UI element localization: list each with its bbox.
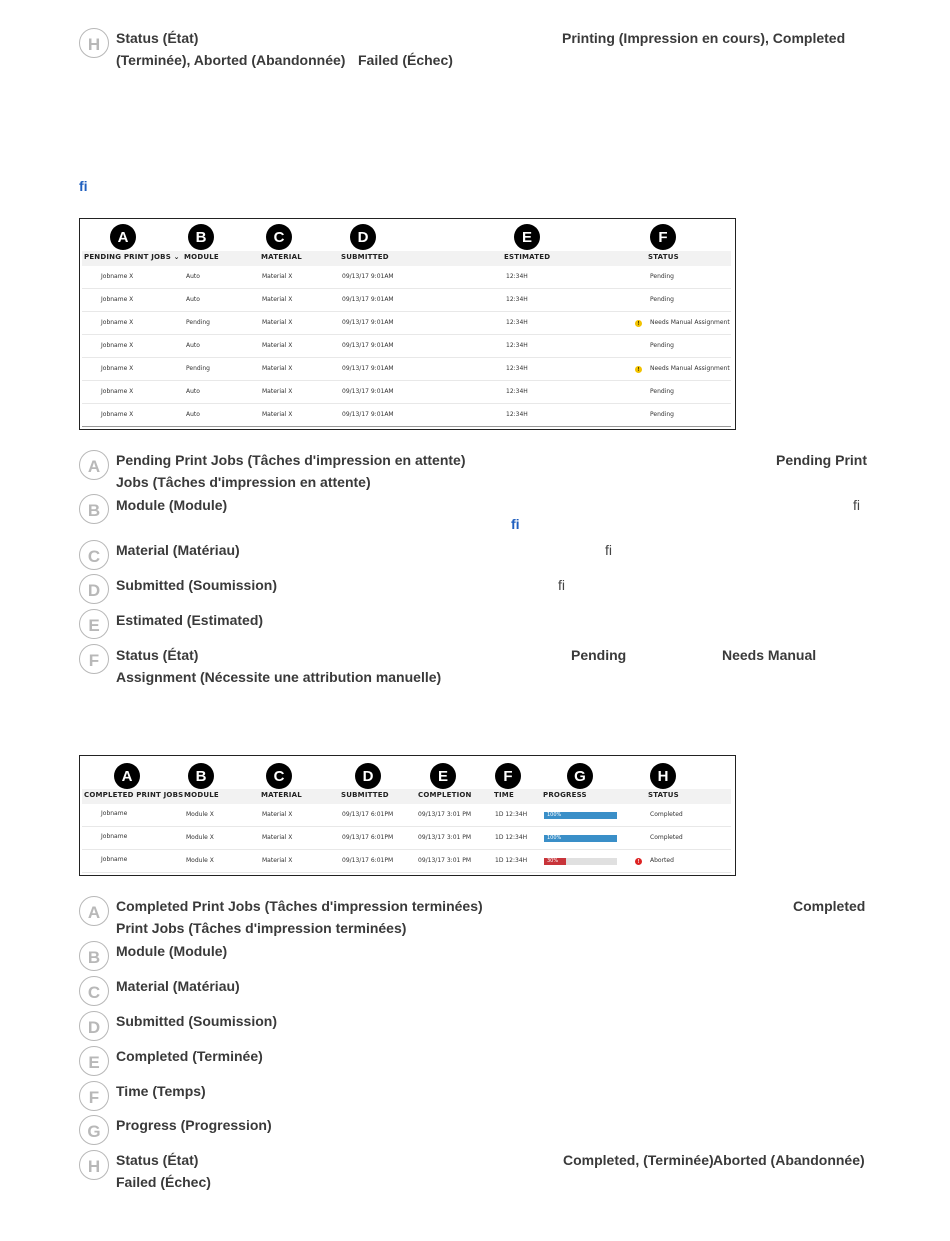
table-row	[82, 289, 731, 312]
legend-letter-circle: D	[79, 574, 109, 604]
job-name-cell: Jobname X	[101, 296, 134, 303]
legend-letter-circle: B	[79, 941, 109, 971]
submitted-cell: 09/13/17 9:01AM	[342, 365, 394, 372]
table-row	[82, 850, 731, 873]
legend-letter-circle: A	[79, 450, 109, 480]
callout-badge: C	[266, 763, 292, 789]
progress-bar	[544, 858, 617, 865]
legend-f-needs: Needs Manual	[722, 647, 817, 663]
warning-icon: !	[635, 320, 642, 327]
status-values-cont: (Terminée), Aborted (Abandonnée)	[116, 52, 346, 68]
column-header: PENDING PRINT JOBS ⌄	[84, 253, 180, 261]
material-cell: Material X	[262, 811, 293, 818]
legend-a-label: Pending Print Jobs (Tâches d'impression en attente)	[116, 452, 466, 468]
module-cell: Module X	[186, 834, 214, 841]
legend-letter-circle: E	[79, 1046, 109, 1076]
status-cell: Completed	[650, 834, 683, 841]
status-cell: Completed	[650, 811, 683, 818]
submitted-cell: 09/13/17 6:01PM	[342, 857, 394, 864]
module-cell: Auto	[186, 296, 200, 303]
estimated-cell: 12:34H	[506, 296, 528, 303]
legend-c-label: Material (Matériau)	[116, 978, 240, 994]
column-header: STATUS	[648, 253, 679, 261]
fi-mark: ﬁ	[79, 178, 88, 194]
legend-c-label: Material (Matériau)	[116, 542, 240, 558]
submitted-cell: 09/13/17 6:01PM	[342, 811, 394, 818]
fi-mark: ﬁ	[853, 497, 860, 513]
legend-a-line2: Jobs (Tâches d'impression en attente)	[116, 474, 371, 490]
submitted-cell: 09/13/17 9:01AM	[342, 273, 394, 280]
fi-mark: ﬁ	[511, 516, 520, 532]
material-cell: Material X	[262, 411, 293, 418]
legend-letter-circle: F	[79, 1081, 109, 1111]
table-row	[82, 358, 731, 381]
submitted-cell: 09/13/17 9:01AM	[342, 296, 394, 303]
legend-letter-circle: C	[79, 540, 109, 570]
legend-d-label: Submitted (Soumission)	[116, 577, 277, 593]
column-header: STATUS	[648, 791, 679, 799]
completion-cell: 09/13/17 3:01 PM	[418, 834, 472, 841]
legend-letter-circle: H	[79, 1150, 109, 1180]
column-header: ESTIMATED	[504, 253, 551, 261]
legend-f-pending: Pending	[571, 647, 627, 663]
legend-f-label: Time (Temps)	[116, 1083, 206, 1099]
progress-bar	[544, 835, 617, 842]
fi-mark: ﬁ	[605, 542, 612, 558]
callout-badge: F	[650, 224, 676, 250]
material-cell: Material X	[262, 365, 293, 372]
callout-badge: E	[430, 763, 456, 789]
progress-fill: 30%	[544, 858, 566, 865]
module-cell: Pending	[186, 319, 210, 326]
legend-letter-circle: A	[79, 896, 109, 926]
callout-badge: B	[188, 763, 214, 789]
module-cell: Auto	[186, 388, 200, 395]
job-name-cell: Jobname X	[101, 319, 134, 326]
job-name-cell: Jobname	[101, 856, 128, 863]
status-cell: Aborted	[650, 857, 674, 864]
material-cell: Material X	[262, 296, 293, 303]
job-name-cell: Jobname	[101, 810, 128, 817]
job-name-cell: Jobname X	[101, 273, 134, 280]
legend-g-label: Progress (Progression)	[116, 1117, 272, 1133]
status-failed: Failed (Échec)	[358, 52, 453, 68]
legend-h-label: Status (État)	[116, 1152, 199, 1168]
table-bottom-border	[82, 426, 731, 427]
job-name-cell: Jobname X	[101, 365, 134, 372]
status-cell: Pending	[650, 296, 674, 303]
legend-a-right: Completed	[793, 898, 866, 914]
time-cell: 1D 12:34H	[495, 857, 528, 864]
job-name-cell: Jobname X	[101, 342, 134, 349]
column-header: TIME	[494, 791, 514, 799]
material-cell: Material X	[262, 388, 293, 395]
callout-badge: D	[350, 224, 376, 250]
legend-h-line2: Failed (Échec)	[116, 1174, 211, 1190]
progress-fill: 100%	[544, 812, 617, 819]
estimated-cell: 12:34H	[506, 411, 528, 418]
submitted-cell: 09/13/17 9:01AM	[342, 319, 394, 326]
column-header: COMPLETION	[418, 791, 472, 799]
callout-badge: F	[495, 763, 521, 789]
legend-letter-circle: F	[79, 644, 109, 674]
status-cell: Pending	[650, 342, 674, 349]
job-name-cell: Jobname	[101, 833, 128, 840]
legend-f-label: Status (État)	[116, 647, 199, 663]
estimated-cell: 12:34H	[506, 273, 528, 280]
legend-d-label: Submitted (Soumission)	[116, 1013, 277, 1029]
status-cell: Pending	[650, 273, 674, 280]
legend-letter-circle: D	[79, 1011, 109, 1041]
completed-jobs-screenshot	[79, 755, 736, 876]
status-values: Printing (Impression en cours), Completed	[562, 30, 846, 46]
legend-h-values2: Aborted (Abandonnée)	[713, 1152, 865, 1168]
table-row	[82, 404, 731, 427]
column-header: MATERIAL	[261, 253, 302, 261]
column-header: COMPLETED PRINT JOBS ⌄	[84, 791, 193, 799]
module-cell: Module X	[186, 811, 214, 818]
legend-h-values1: Completed, (Terminée)	[563, 1152, 714, 1168]
status-cell: Needs Manual Assignment	[650, 319, 730, 326]
table-row	[82, 381, 731, 404]
column-header: PROGRESS	[543, 791, 587, 799]
material-cell: Material X	[262, 342, 293, 349]
legend-a-right: Pending Print	[776, 452, 867, 468]
submitted-cell: 09/13/17 9:01AM	[342, 411, 394, 418]
status-cell: Needs Manual Assignment	[650, 365, 730, 372]
column-header: SUBMITTED	[341, 791, 389, 799]
legend-letter-circle: G	[79, 1115, 109, 1145]
callout-badge: A	[110, 224, 136, 250]
legend-letter-circle: C	[79, 976, 109, 1006]
column-header: MODULE	[184, 791, 219, 799]
legend-e-label: Completed (Terminée)	[116, 1048, 263, 1064]
table-row	[82, 335, 731, 358]
pending-jobs-screenshot	[79, 218, 736, 430]
estimated-cell: 12:34H	[506, 388, 528, 395]
status-cell: Pending	[650, 388, 674, 395]
legend-letter-circle: E	[79, 609, 109, 639]
legend-b-label: Module (Module)	[116, 497, 228, 513]
callout-badge: B	[188, 224, 214, 250]
completion-cell: 09/13/17 3:01 PM	[418, 857, 472, 864]
time-cell: 1D 12:34H	[495, 811, 528, 818]
submitted-cell: 09/13/17 6:01PM	[342, 834, 394, 841]
callout-badge: H	[650, 763, 676, 789]
module-cell: Auto	[186, 273, 200, 280]
status-label: Status (État)	[116, 30, 199, 46]
column-header: MATERIAL	[261, 791, 302, 799]
fi-mark: ﬁ	[558, 577, 565, 593]
callout-badge: A	[114, 763, 140, 789]
submitted-cell: 09/13/17 9:01AM	[342, 388, 394, 395]
column-header: MODULE	[184, 253, 219, 261]
estimated-cell: 12:34H	[506, 319, 528, 326]
legend-letter-circle: B	[79, 494, 109, 524]
legend-f-line2: Assignment (Nécessite une attribution manuelle)	[116, 669, 442, 685]
time-cell: 1D 12:34H	[495, 834, 528, 841]
callout-badge: G	[567, 763, 593, 789]
module-cell: Module X	[186, 857, 214, 864]
warning-icon: !	[635, 366, 642, 373]
submitted-cell: 09/13/17 9:01AM	[342, 342, 394, 349]
table-row	[82, 266, 731, 289]
column-header: SUBMITTED	[341, 253, 389, 261]
legend-b-label: Module (Module)	[116, 943, 228, 959]
material-cell: Material X	[262, 273, 293, 280]
callout-badge: D	[355, 763, 381, 789]
estimated-cell: 12:34H	[506, 365, 528, 372]
table-row	[82, 827, 731, 850]
table-row	[82, 312, 731, 335]
material-cell: Material X	[262, 834, 293, 841]
legend-letter-circle: H	[79, 28, 109, 58]
job-name-cell: Jobname X	[101, 388, 134, 395]
status-cell: Pending	[650, 411, 674, 418]
estimated-cell: 12:34H	[506, 342, 528, 349]
progress-bar	[544, 812, 617, 819]
job-name-cell: Jobname X	[101, 411, 134, 418]
module-cell: Pending	[186, 365, 210, 372]
legend-a-line2: Print Jobs (Tâches d'impression terminées)	[116, 920, 407, 936]
completion-cell: 09/13/17 3:01 PM	[418, 811, 472, 818]
legend-a-label: Completed Print Jobs (Tâches d'impression terminées)	[116, 898, 483, 914]
module-cell: Auto	[186, 342, 200, 349]
callout-badge: E	[514, 224, 540, 250]
error-icon: !	[635, 858, 642, 865]
legend-e-label: Estimated (Estimated)	[116, 612, 264, 628]
material-cell: Material X	[262, 857, 293, 864]
module-cell: Auto	[186, 411, 200, 418]
material-cell: Material X	[262, 319, 293, 326]
callout-badge: C	[266, 224, 292, 250]
progress-fill: 100%	[544, 835, 617, 842]
table-row	[82, 804, 731, 827]
